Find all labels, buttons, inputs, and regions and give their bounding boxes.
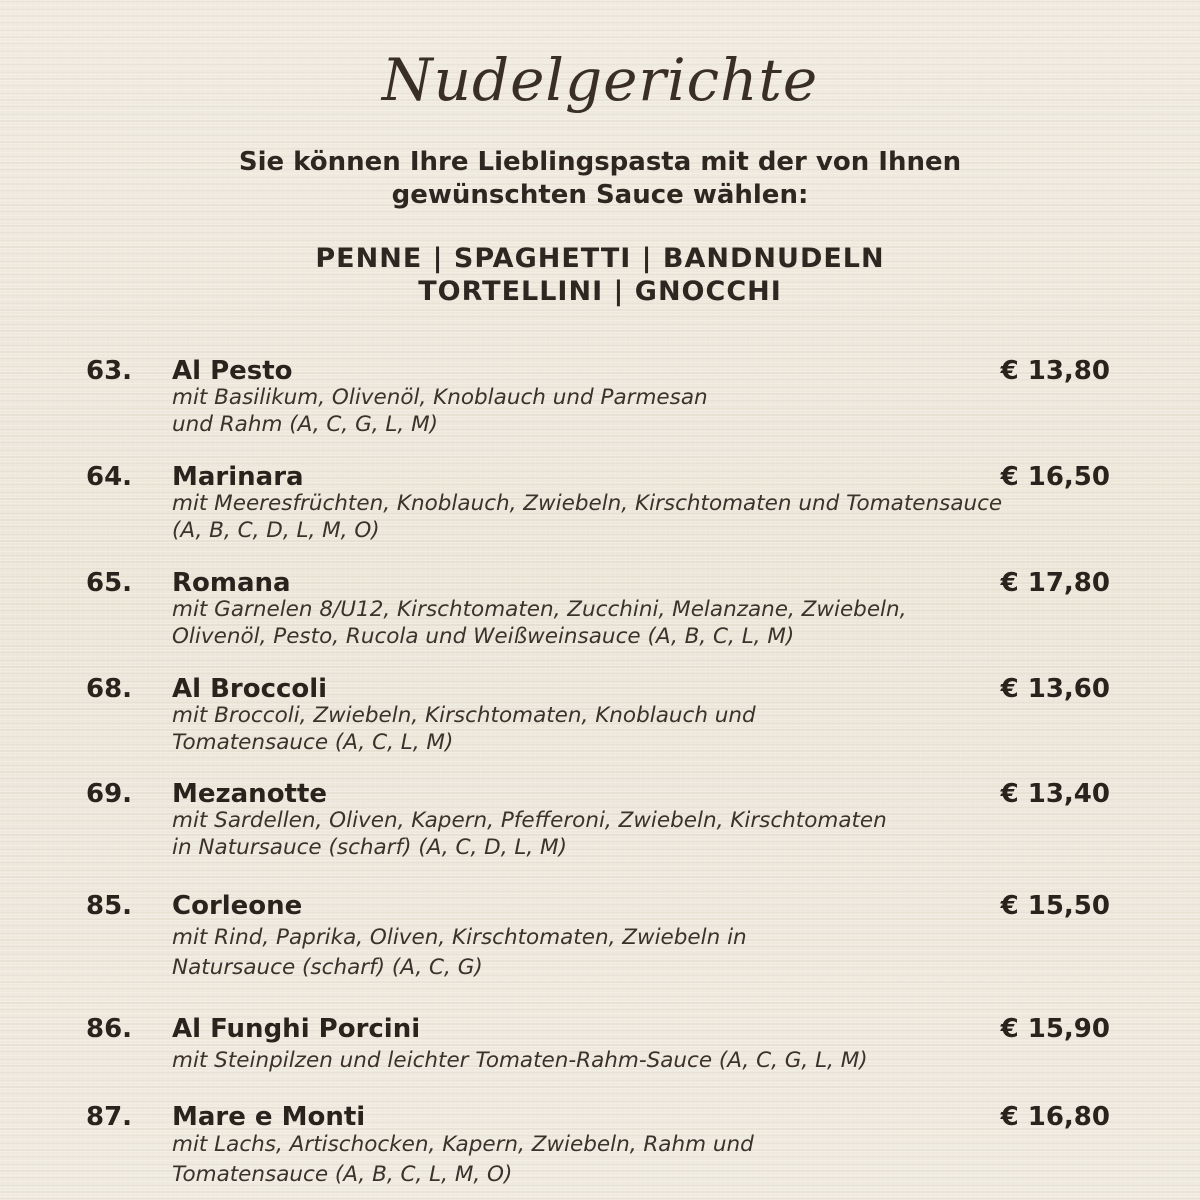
description-line: (A, B, C, D, L, M, O) bbox=[172, 518, 380, 543]
intro-line: Sie können Ihre Lieblingspasta mit der von Ihnen bbox=[238, 147, 962, 177]
description-line: mit Broccoli, Zwiebeln, Kirschtomaten, Knoblauch und bbox=[172, 703, 756, 728]
description-line: mit Meeresfrüchten, Knoblauch, Zwiebeln, Kirschtomaten und Tomatensauce bbox=[172, 491, 1003, 516]
item-number: 86. bbox=[86, 1014, 133, 1044]
page-title: Nudelgerichte bbox=[381, 46, 819, 114]
description-line: Olivenöl, Pesto, Rucola und Weißweinsauce (A, B, C, L, M) bbox=[172, 624, 795, 649]
item-price: € 15,90 bbox=[1000, 1014, 1110, 1044]
item-number: 64. bbox=[86, 462, 133, 492]
item-price: € 13,80 bbox=[1000, 356, 1110, 386]
item-name: Mezanotte bbox=[172, 779, 328, 809]
item-description bbox=[172, 596, 1112, 650]
description-line: mit Sardellen, Oliven, Kapern, Pfefferoni, Zwiebeln, Kirschtomaten bbox=[172, 808, 887, 833]
description-line: Tomatensauce (A, B, C, L, M, O) bbox=[172, 1162, 513, 1187]
item-description bbox=[172, 384, 1112, 438]
description-line: mit Garnelen 8/U12, Kirschtomaten, Zucchini, Melanzane, Zwiebeln, bbox=[172, 597, 907, 622]
description-line: mit Basilikum, Olivenöl, Knoblauch und Parmesan bbox=[172, 385, 708, 410]
description-line: in Natursauce (scharf) (A, C, D, L, M) bbox=[172, 835, 567, 860]
item-number: 87. bbox=[86, 1102, 133, 1132]
item-number: 69. bbox=[86, 779, 133, 809]
intro-text bbox=[0, 146, 1200, 212]
item-price: € 13,40 bbox=[1000, 779, 1110, 809]
pasta-line: PENNE | SPAGHETTI | BANDNUDELN bbox=[315, 243, 885, 274]
item-name: Corleone bbox=[172, 891, 303, 921]
description-line: und Rahm (A, C, G, L, M) bbox=[172, 412, 439, 437]
description-line: mit Lachs, Artischocken, Kapern, Zwiebeln, Rahm und bbox=[172, 1132, 754, 1157]
pasta-types bbox=[0, 242, 1200, 308]
item-description bbox=[172, 1130, 1112, 1190]
intro-line: gewünschten Sauce wählen: bbox=[391, 180, 809, 210]
item-price: € 13,60 bbox=[1000, 674, 1110, 704]
item-name: Mare e Monti bbox=[172, 1102, 366, 1132]
item-price: € 16,50 bbox=[1000, 462, 1110, 492]
item-price: € 16,80 bbox=[1000, 1102, 1110, 1132]
item-number: 85. bbox=[86, 891, 133, 921]
item-name: Marinara bbox=[172, 462, 304, 492]
item-price: € 17,80 bbox=[1000, 568, 1110, 598]
item-name: Al Funghi Porcini bbox=[172, 1014, 421, 1044]
item-number: 68. bbox=[86, 674, 133, 704]
item-description bbox=[172, 490, 1112, 544]
item-description bbox=[172, 807, 1112, 861]
item-name: Al Pesto bbox=[172, 356, 293, 386]
item-description bbox=[172, 923, 1112, 983]
description-line: mit Steinpilzen und leichter Tomaten-Rahm-Sauce (A, C, G, L, M) bbox=[172, 1048, 868, 1073]
description-line: mit Rind, Paprika, Oliven, Kirschtomaten, Zwiebeln in bbox=[172, 925, 747, 950]
description-line: Tomatensauce (A, C, L, M) bbox=[172, 730, 454, 755]
description-line: Natursauce (scharf) (A, C, G) bbox=[172, 955, 483, 980]
item-price: € 15,50 bbox=[1000, 891, 1110, 921]
item-name: Romana bbox=[172, 568, 291, 598]
item-name: Al Broccoli bbox=[172, 674, 328, 704]
item-number: 63. bbox=[86, 356, 133, 386]
item-number: 65. bbox=[86, 568, 133, 598]
item-description bbox=[172, 702, 1112, 756]
pasta-line: TORTELLINI | GNOCCHI bbox=[418, 276, 782, 307]
item-description bbox=[172, 1046, 1112, 1076]
